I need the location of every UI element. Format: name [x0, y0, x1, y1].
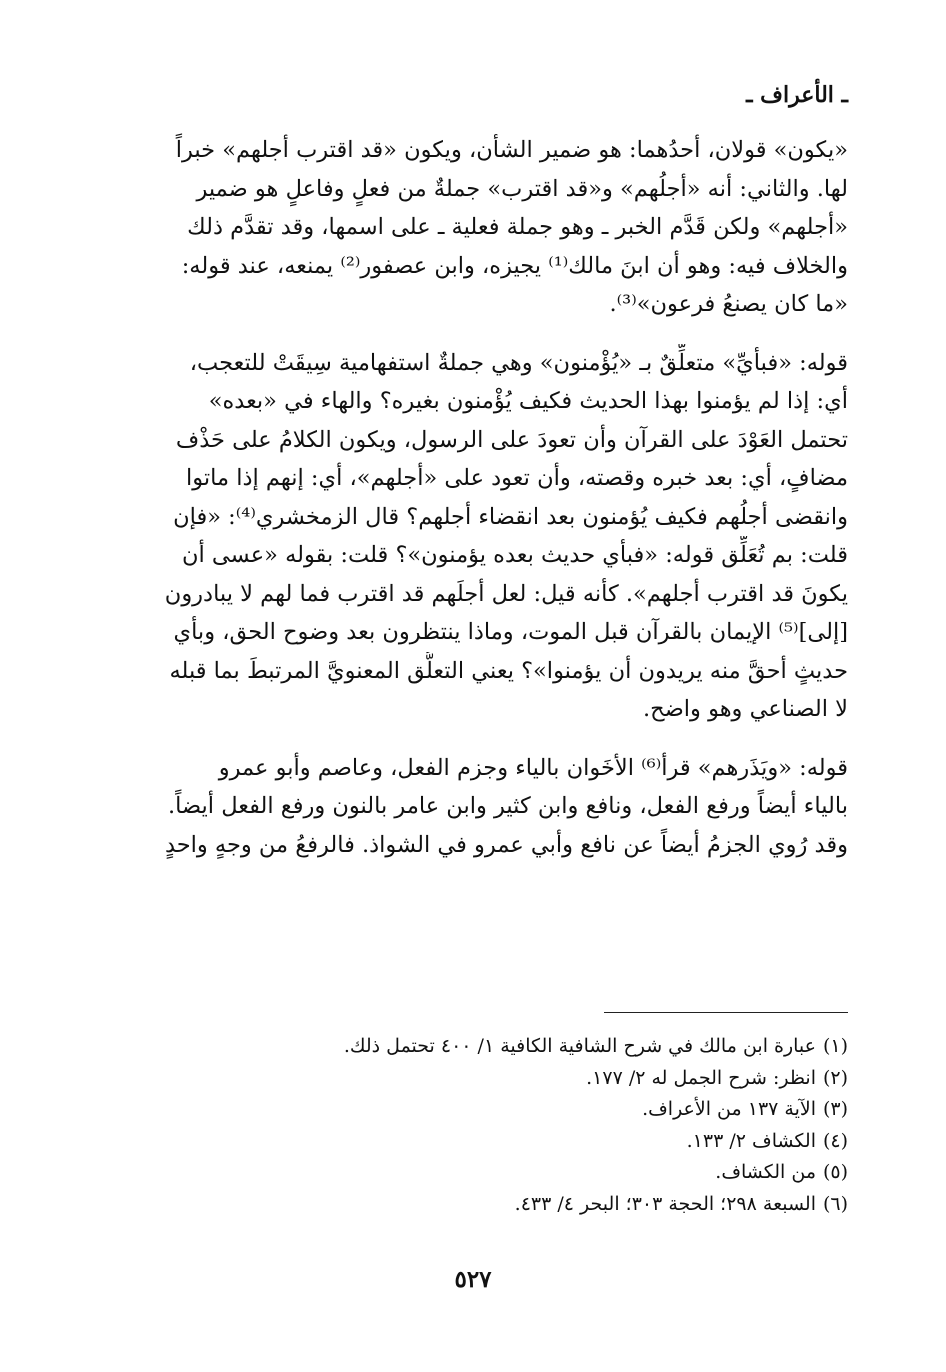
paragraph-2 — [78, 344, 848, 729]
page-number: ٥٢٧ — [454, 1266, 492, 1293]
text-line: [إلى]⁽⁵⁾ الإيمان بالقرآن قبل الموت، وماذا ينتظرون بعد وضوح الحق، وبأي — [173, 619, 848, 645]
footnote-text: السبعة ٢٩٨؛ الحجة ٣٠٣؛ البحر ٤/ ٤٣٣. — [514, 1192, 816, 1215]
text-line: والخلاف فيه: وهو أن ابنَ مالك⁽¹⁾ يجيزه، وابن عصفور⁽²⁾ يمنعه، عند قوله: — [181, 252, 848, 279]
footnote-text: الكشاف ٢/ ١٣٣. — [686, 1129, 816, 1152]
text-line: «أجلهم» ولكن قَدَّم الخبر ـ وهو جملة فعلية ـ على اسمها، وقد تقدَّم ذلك — [187, 214, 848, 240]
paragraph-1 — [78, 131, 848, 324]
text-line: «يكون» قولان، أحدُهما: هو ضمير الشأن، ويكون «قد اقترب أجلهم» خبراً — [175, 137, 848, 163]
text-line: يكونَ قد اقترب أجلهم». كأنه قيل: لعل أجلَهم قد اقترب فما لهم لا يبادرون — [164, 580, 848, 607]
text-line: لها. والثاني: أنه «أجلُهم» و«قد اقترب» جملةٌ من فعلٍ وفاعلٍ هو ضمير — [196, 175, 848, 202]
paragraph-3 — [78, 749, 848, 865]
footnote-text: الآية ١٣٧ من الأعراف. — [642, 1098, 816, 1120]
text-line: قوله: «فبأيِّ» متعلِّقٌ بـ «يُؤْمنون» وهي جملةٌ استفهامية سِيقَتْ للتعجب، — [189, 349, 848, 376]
text-line: لا الصناعي وهو واضح. — [643, 696, 848, 722]
footnote-item — [78, 1063, 848, 1095]
text-line: قوله: «ويَذَرهم» قرأ⁽⁶⁾ الأخَوان بالياء وجزم الفعل، وعاصم وأبو عمرو — [218, 754, 848, 781]
footnote-item — [78, 1157, 848, 1189]
text-line: وقد رُوي الجزمُ أيضاً عن نافع وأبي عمرو في الشواذ. فالرفعُ من وجهٍ واحدٍ — [164, 831, 848, 858]
footnote-item — [78, 1189, 848, 1221]
footnote-divider — [604, 1012, 848, 1013]
footnotes-list — [78, 1031, 848, 1220]
text-line: تحتمل العَوْدَ على القرآن وأن تعودَ على الرسول، ويكون الكلامُ على حَذْف — [175, 426, 848, 453]
footnote-number: (٥) — [822, 1161, 848, 1183]
footnote-text: عبارة ابن مالك في شرح الشافية الكافية ١/ ٤٠٠ تحتمل ذلك. — [343, 1035, 816, 1057]
text-line: وانقضى أجلُهم فكيف يُؤمنون بعد انقضاء أجلهم؟ قال الزمخشري⁽⁴⁾: «فإن — [173, 503, 848, 530]
text-line: حديثٍ أحقَّ منه يريدون أن يؤمنوا»؟ يعني التعلُّق المعنويَّ المرتبطَ بما قبله — [169, 657, 848, 684]
footnote-item — [78, 1094, 848, 1126]
footnote-number: (٣) — [822, 1098, 848, 1120]
text-line: بالياء أيضاً ورفع الفعل، ونافع وابن كثير وابن عامر بالنون ورفع الفعل أيضاً. — [168, 793, 848, 819]
footnote-text: انظر: شرح الجمل له ٢/ ١٧٧. — [586, 1066, 816, 1089]
main-text — [78, 131, 848, 864]
footnote-number: (٤) — [822, 1129, 848, 1152]
footnote-number: (٦) — [822, 1192, 848, 1215]
footnote-item — [78, 1031, 848, 1063]
footnote-number: (١) — [822, 1035, 848, 1057]
footnote-number: (٢) — [822, 1066, 848, 1089]
text-line: قلت: بم تُعَلِّق قوله: «فبأي حديث بعده يؤمنون»؟ قلت: بقوله «عسى أن — [181, 542, 848, 568]
footnote-text: من الكشاف. — [715, 1161, 816, 1183]
text-line: مضافٍ، أي: بعد خبره وقصته، وأن تعود على «أجلهم»، أي: إنهم إذا ماتوا — [186, 465, 848, 491]
text-line: «ما كان يصنعُ فرعون»⁽³⁾. — [609, 291, 848, 317]
running-header: ـ الأعراف ـ — [746, 82, 848, 108]
text-line: أي: إذا لم يؤمنوا بهذا الحديث فكيف يُؤْمنون بغيره؟ والهاء في «بعده» — [208, 388, 848, 414]
footnote-item — [78, 1126, 848, 1158]
